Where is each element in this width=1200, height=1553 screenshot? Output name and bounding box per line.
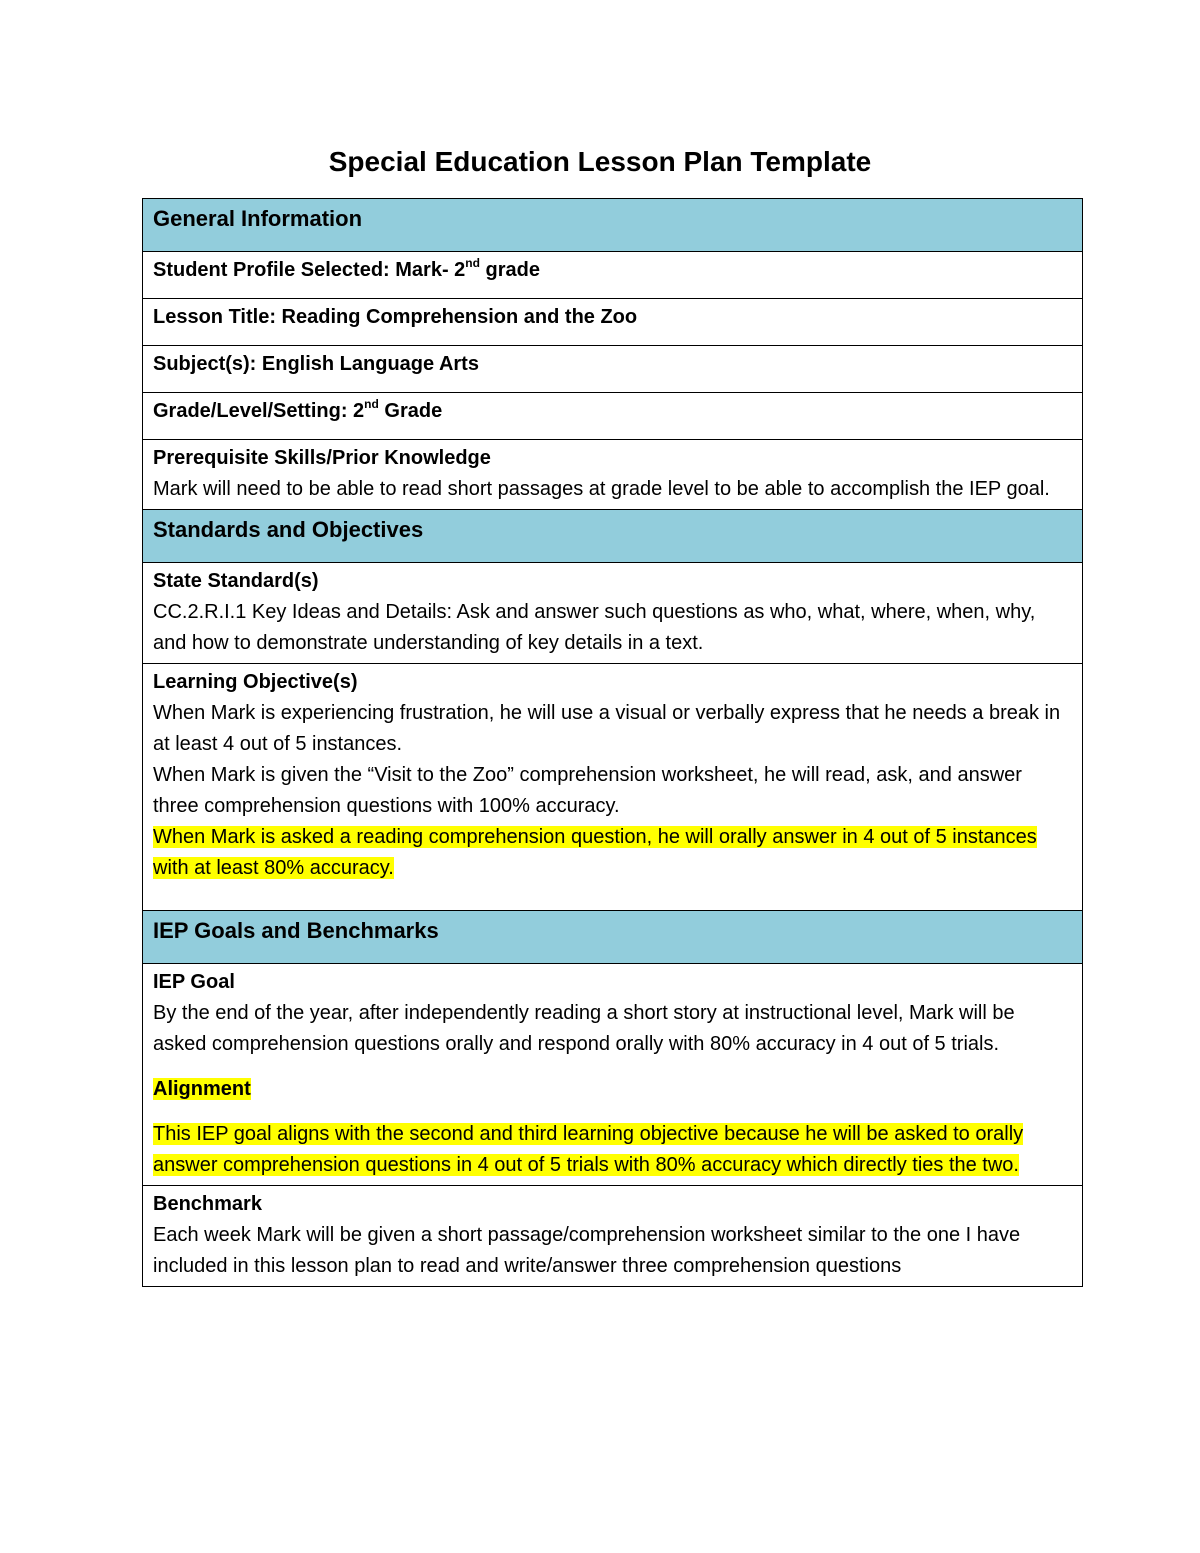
learning-objective-1: When Mark is experiencing frustration, he will use a visual or verbally express that he needs a break in at least 4 out of 5 instances. (153, 702, 1061, 755)
student-profile-prefix: Student Profile Selected: Mark- 2 (153, 259, 466, 281)
section-general-information (143, 199, 1083, 252)
section-standards-objectives (143, 510, 1083, 563)
row-grade-level (143, 393, 1083, 440)
row-state-standard (143, 563, 1083, 664)
learning-objective-2: When Mark is given the “Visit to the Zoo” comprehension worksheet, he will read, ask, and answer three comprehension questions with 100% accuracy. (153, 764, 1022, 817)
section-iep-goals (143, 911, 1083, 964)
prerequisite-text: Mark will need to be able to read short passages at grade level to be able to accomplish the IEP goal. (153, 478, 1050, 500)
alignment-text: This IEP goal aligns with the second and third learning objective because he will be asked to orally answer comprehension questions in 4 out of 5 trials with 80% accuracy which directly ties the two. (153, 1123, 1024, 1176)
grade-level-cell (143, 393, 1083, 440)
row-learning-objectives (143, 664, 1083, 911)
alignment-text-line (153, 1119, 1072, 1181)
benchmark-label: Benchmark (153, 1193, 262, 1215)
page-title: Special Education Lesson Plan Template (328, 146, 872, 177)
section-heading-standards: Standards and Objectives (143, 510, 1083, 563)
alignment-label-line (153, 1074, 1072, 1105)
alignment-label: Alignment (153, 1078, 251, 1100)
student-profile-sup: nd (465, 256, 480, 270)
grade-level-prefix: Grade/Level/Setting: 2 (153, 400, 365, 422)
learning-objective-3 (153, 822, 1072, 884)
row-iep-goal (143, 964, 1083, 1186)
benchmark-text: Each week Mark will be given a short passage/comprehension worksheet similar to the one I have included in this lesson plan to read and write/answer three comprehension questions (153, 1224, 1021, 1277)
lesson-plan-table (142, 198, 1083, 1287)
grade-level-sup: nd (364, 397, 379, 411)
row-benchmark (143, 1186, 1083, 1287)
iep-goal-text: By the end of the year, after independently reading a short story at instructional level, Mark will be asked comprehension questions orally and respond orally with 80% accuracy in 4 out of 5 trials. (153, 1002, 1015, 1055)
row-subjects (143, 346, 1083, 393)
learning-objective-highlighted: When Mark is asked a reading comprehension question, he will orally answer in 4 out of 5 instances with at least 80% accuracy. (153, 826, 1037, 879)
student-profile-suffix: grade (479, 259, 540, 281)
benchmark-cell (143, 1186, 1083, 1287)
subjects-cell: Subject(s): English Language Arts (143, 346, 1083, 393)
row-lesson-title (143, 299, 1083, 346)
state-standard-label: State Standard(s) (153, 570, 319, 592)
section-heading-iep: IEP Goals and Benchmarks (143, 911, 1083, 964)
prerequisite-label: Prerequisite Skills/Prior Knowledge (153, 447, 491, 469)
state-standard-cell (143, 563, 1083, 664)
state-standard-text: CC.2.R.I.1 Key Ideas and Details: Ask and answer such questions as who, what, where, when, why, and how to demonstrate understanding of key details in a text. (153, 601, 1036, 654)
prerequisite-cell (143, 440, 1083, 510)
section-heading-general: General Information (143, 199, 1083, 252)
lesson-title-cell: Lesson Title: Reading Comprehension and the Zoo (143, 299, 1083, 346)
grade-level-suffix: Grade (378, 400, 443, 422)
row-prerequisite (143, 440, 1083, 510)
learning-objectives-cell (143, 664, 1083, 911)
learning-objectives-label: Learning Objective(s) (153, 671, 358, 693)
iep-goal-label: IEP Goal (153, 971, 235, 993)
iep-goal-cell (143, 964, 1083, 1186)
row-student-profile (143, 252, 1083, 299)
student-profile-cell (143, 252, 1083, 299)
